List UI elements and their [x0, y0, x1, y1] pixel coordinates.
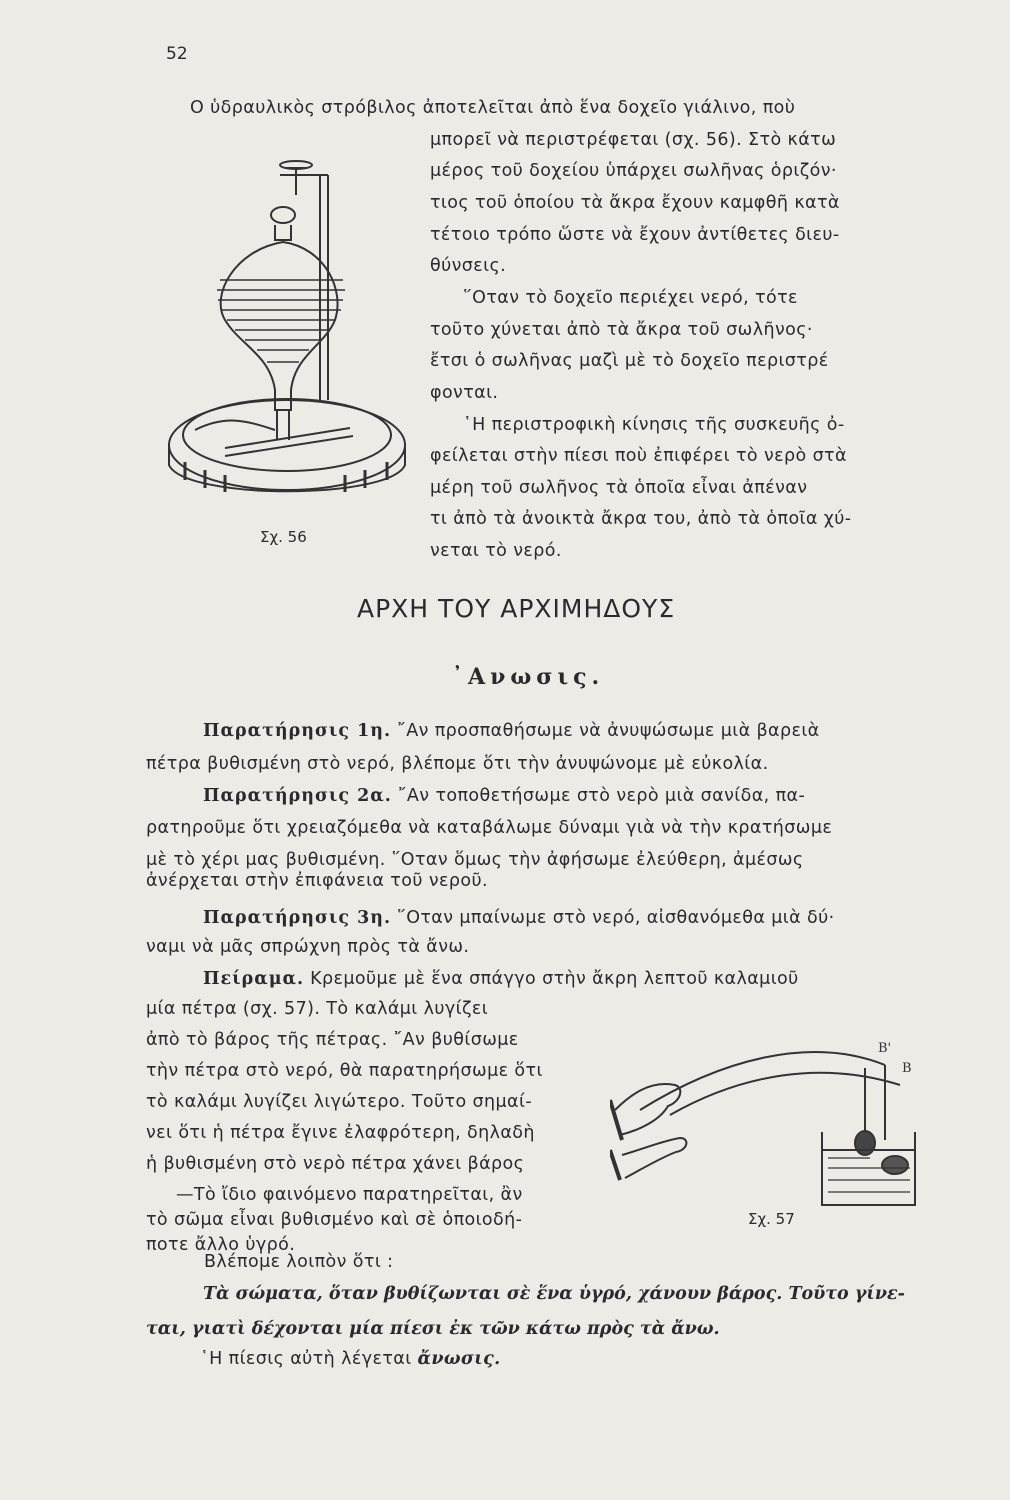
experiment-line: τὴν πέτρα στὸ νερό, θὰ παρατηρήσωμε ὅτι: [146, 1061, 543, 1081]
section-title: ΑΡΧΗ ΤΟΥ ΑΡΧΙΜΗΔΟΥΣ: [357, 594, 676, 623]
intro-line: ῞Οταν τὸ δοχεῖο περιέχει νερό, τότε: [463, 288, 798, 308]
experiment-line: μία πέτρα (σχ. 57). Τὸ καλάμι λυγίζει: [146, 999, 489, 1019]
page-number: 52: [166, 44, 188, 64]
intro-line: τιος τοῦ ὁποίου τὰ ἄκρα ἔχουν καμφθῆ κατὰ: [430, 193, 840, 213]
observation-2-line: ῎Αν τοποθετήσωμε στὸ νερὸ μιὰ σανίδα, πα-: [397, 786, 806, 806]
figure-57-label-b: Β: [902, 1061, 912, 1076]
observation-2-line: ἀνέρχεται στὴν ἐπιφάνεια τοῦ νεροῦ.: [146, 871, 488, 891]
intro-line: φονται.: [430, 383, 499, 403]
experiment-line: Κρεμοῦμε μὲ ἕνα σπάγγο στὴν ἄκρη λεπτοῦ καλαμιοῦ: [310, 969, 799, 989]
observation-3-line: ναμι νὰ μᾶς σπρώχνη πρὸς τὰ ἄνω.: [146, 937, 470, 957]
law-line: Τὰ σώματα, ὅταν βυθίζωνται σὲ ἕνα ὑγρό, χάνουν βάρος. Τοῦτο γίνε-: [203, 1284, 905, 1304]
observation-2-line: ρατηροῦμε ὅτι χρειαζόμεθα νὰ καταβάλωμε δύναμι γιὰ νὰ τὴν κρατήσωμε: [146, 818, 833, 838]
figure-57-label-b-prime: Β': [878, 1041, 892, 1056]
intro-line: μπορεῖ νὰ περιστρέφεται (σχ. 56). Στὸ κάτω: [430, 130, 837, 150]
intro-line: Ο ὑδραυλικὸς στρόβιλος ἀποτελεῖται ἀπὸ ἕνα δοχεῖο γιάλινο, ποὺ: [190, 98, 796, 118]
intro-line: ἔτσι ὁ σωλῆνας μαζὶ μὲ τὸ δοχεῖο περιστρέ: [430, 351, 829, 371]
experiment-line: νει ὅτι ἡ πέτρα ἔγινε ἐλαφρότερη, δηλαδὴ: [146, 1123, 535, 1143]
intro-line: μέρη τοῦ σωλῆνος τὰ ὁποῖα εἶναι ἀπέναν: [430, 478, 808, 498]
observation-1-label: Παρατήρησις 1η.: [203, 721, 392, 741]
experiment-label: Πείραμα.: [203, 969, 305, 989]
experiment-line: ποτε ἄλλο ὑγρό.: [146, 1235, 296, 1255]
conclusion-intro: Βλέπομε λοιπὸν ὅτι :: [204, 1252, 394, 1272]
observation-3-line: ῞Οταν μπαίνωμε στὸ νερό, αἰσθανόμεθα μιὰ δύ·: [397, 908, 835, 928]
figure-57-illustration: [610, 1040, 930, 1220]
figure-56-caption: Σχ. 56: [260, 528, 307, 546]
intro-line: μέρος τοῦ δοχείου ὑπάρχει σωλῆνας ὁριζόν·: [430, 161, 837, 181]
observation-1-line: ῎Αν προσπαθήσωμε νὰ ἀνυψώσωμε μιὰ βαρειὰ: [397, 721, 820, 741]
experiment-line: τὸ σῶμα εἶναι βυθισμένο καὶ σὲ ὁποιοδή-: [146, 1210, 523, 1230]
law-line: ται, γιατὶ δέχονται μία πίεσι ἐκ τῶν κάτω πρὸς τὰ ἄνω.: [146, 1319, 720, 1339]
figure-56-illustration: [165, 130, 415, 510]
observation-2-label: Παρατήρησις 2α.: [203, 786, 392, 806]
intro-line: φείλεται στὴν πίεσι ποὺ ἐπιφέρει τὸ νερὸ στὰ: [430, 446, 847, 466]
observation-1-line: πέτρα βυθισμένη στὸ νερό, βλέπομε ὅτι τὴν ἀνυψώνομε μὲ εὐκολία.: [146, 754, 769, 774]
subsection-title: ᾿Ανωσις.: [452, 664, 605, 690]
intro-line: τι ἀπὸ τὰ ἀνοικτὰ ἄκρα του, ἀπὸ τὰ ὁποῖα χύ-: [430, 509, 852, 529]
experiment-line: τὸ καλάμι λυγίζει λιγώτερο. Τοῦτο σημαί-: [146, 1092, 533, 1112]
intro-line: τέτοιο τρόπο ὥστε νὰ ἔχουν ἀντίθετες διευ-: [430, 225, 840, 245]
experiment-line: ἀπὸ τὸ βάρος τῆς πέτρας. ῎Αν βυθίσωμε: [146, 1030, 519, 1050]
experiment-line: —Τὸ ἴδιο φαινόμενο παρατηρεῖται, ἂν: [176, 1185, 523, 1205]
intro-line: θύνσεις.: [430, 256, 507, 276]
definition-term: ἄνωσις.: [417, 1349, 501, 1369]
observation-2-line: μὲ τὸ χέρι μας βυθισμένη. ῞Οταν ὅμως τὴν ἀφήσωμε ἐλεύθερη, ἀμέσως: [146, 850, 804, 870]
intro-line: ῾Η περιστροφικὴ κίνησις τῆς συσκευῆς ὀ-: [463, 415, 845, 435]
observation-3-label: Παρατήρησις 3η.: [203, 908, 392, 928]
intro-line: τοῦτο χύνεται ἀπὸ τὰ ἄκρα τοῦ σωλῆνος·: [430, 320, 813, 340]
definition-prefix: ῾Η πίεσις αὐτὴ λέγεται: [200, 1349, 418, 1369]
experiment-line: ἡ βυθισμένη στὸ νερὸ πέτρα χάνει βάρος: [146, 1154, 525, 1174]
figure-57-caption: Σχ. 57: [748, 1210, 795, 1228]
intro-line: νεται τὸ νερό.: [430, 541, 562, 561]
